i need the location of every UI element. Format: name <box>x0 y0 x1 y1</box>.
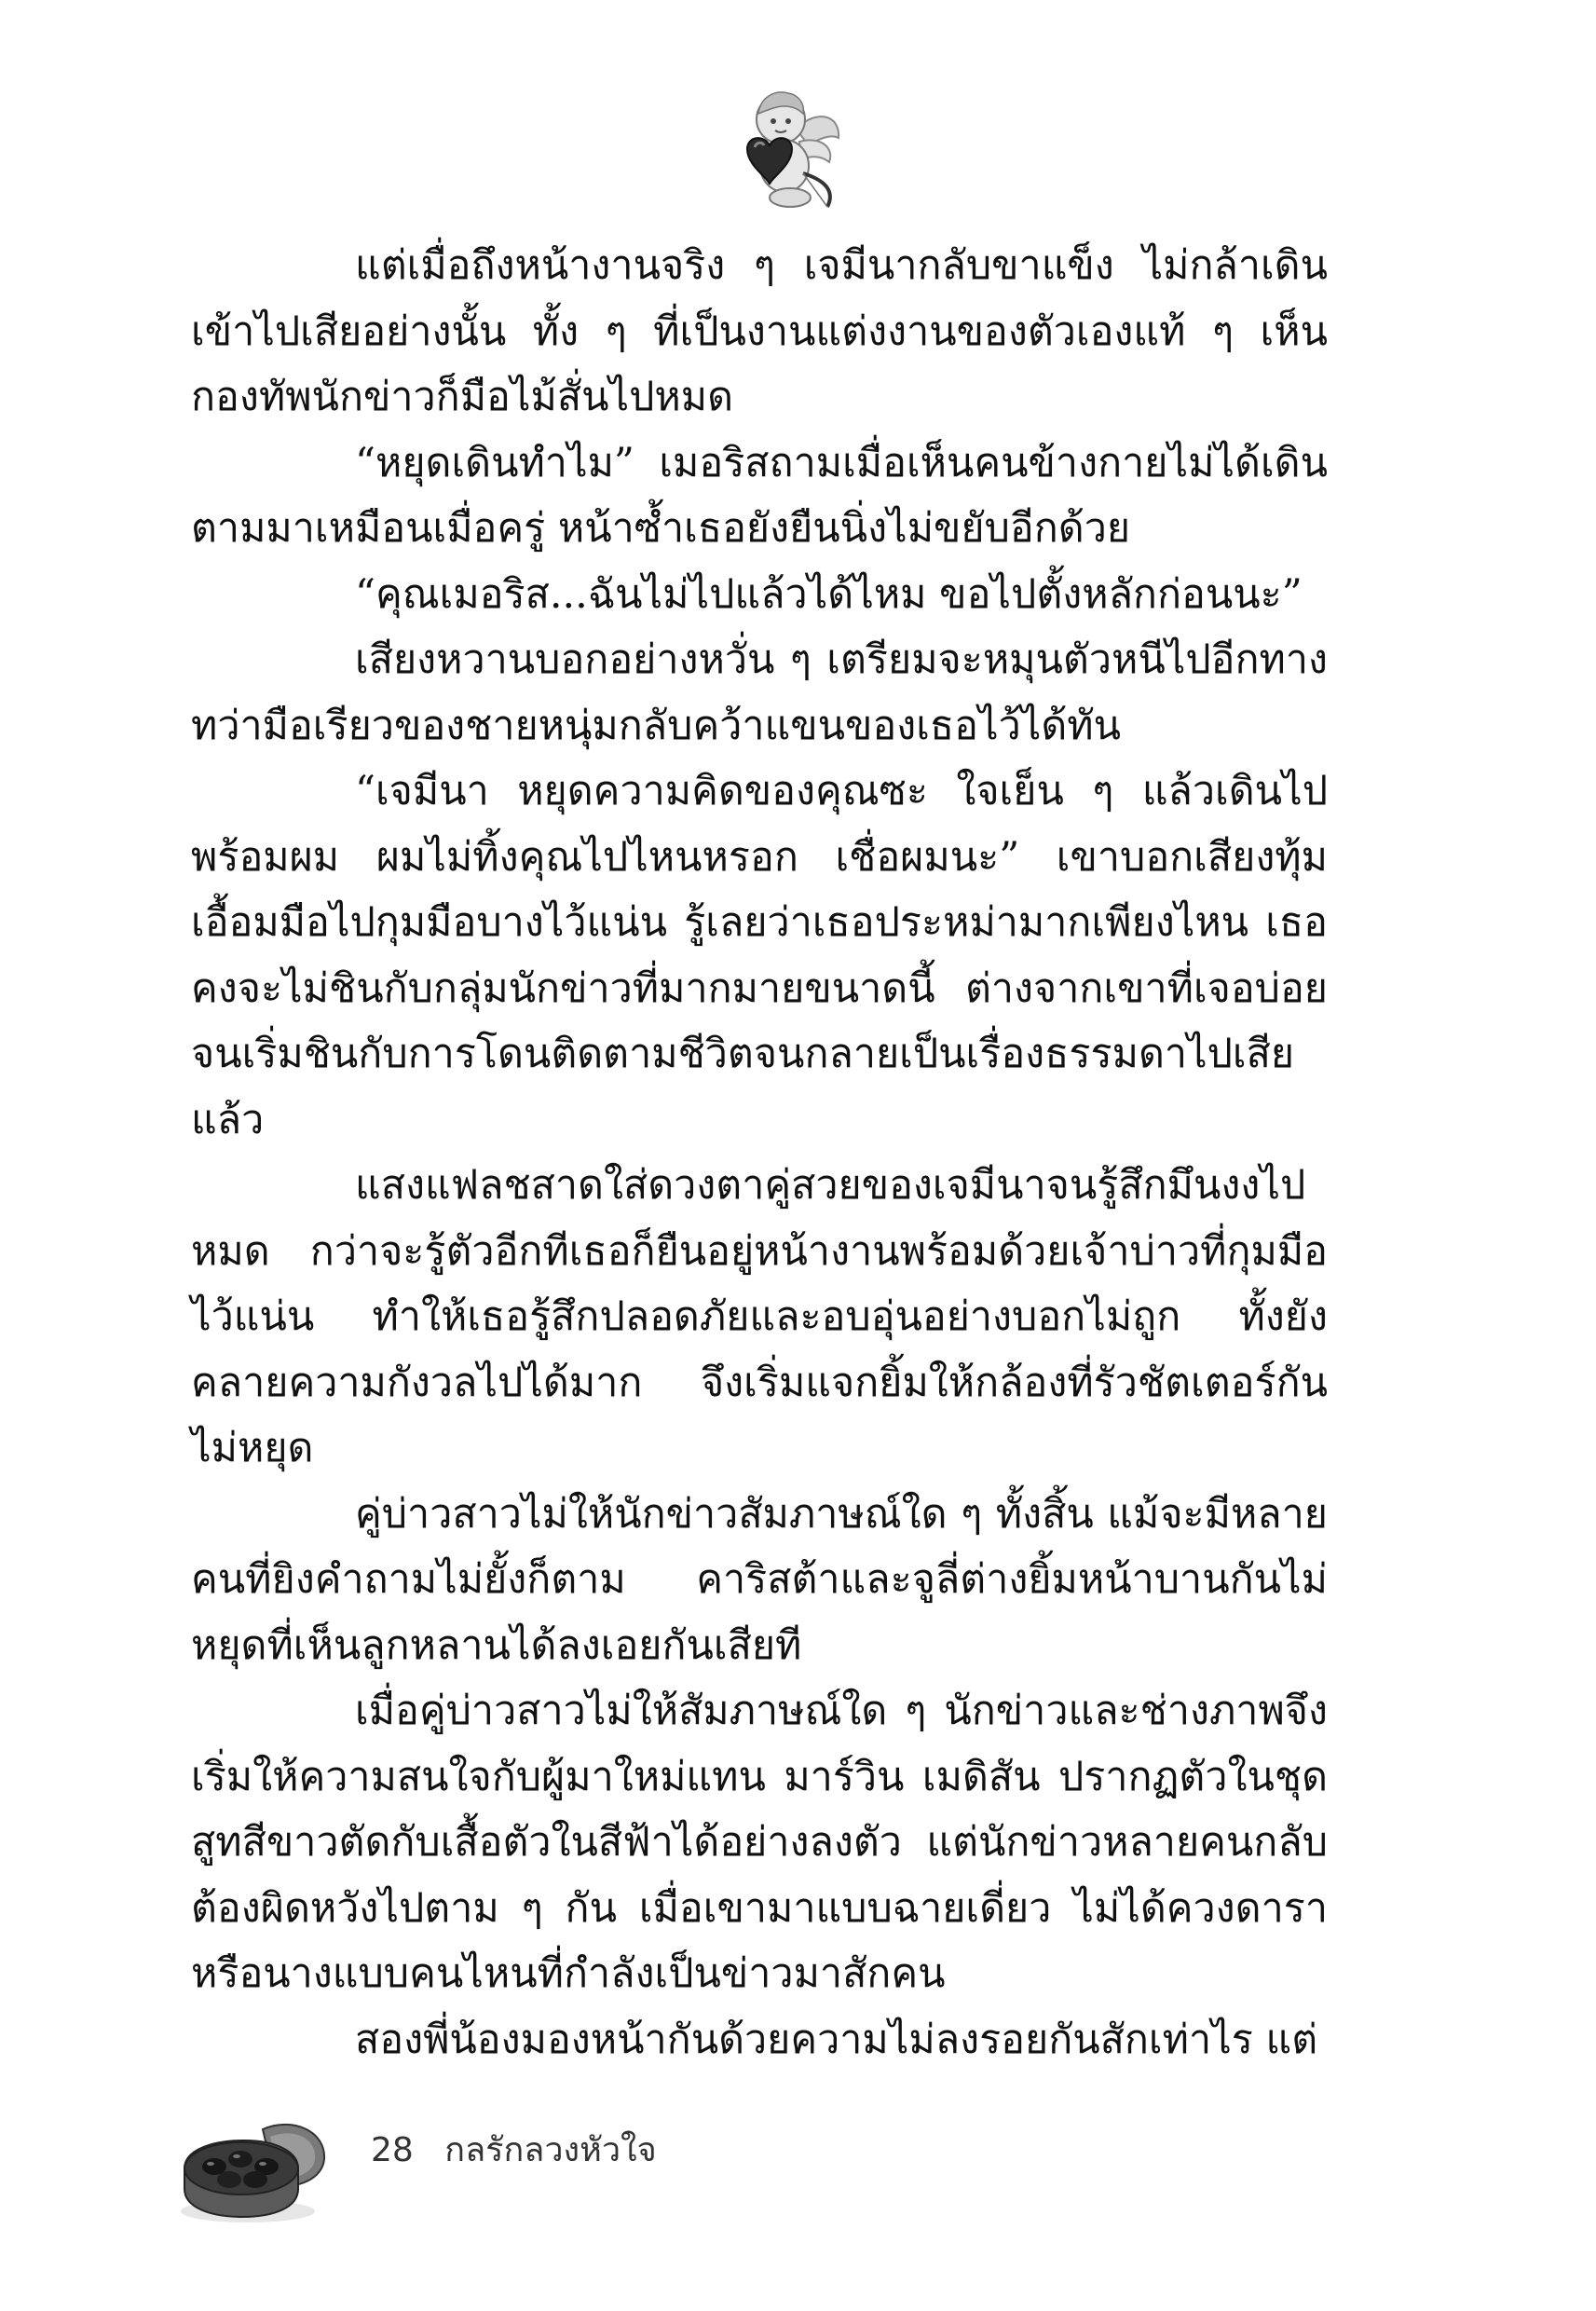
paragraph: “คุณเมอริส...ฉันไม่ไปแล้วได้ไหม ขอไปตั้งหลักก่อนนะ” <box>355 570 1303 618</box>
page-footer <box>371 2123 657 2176</box>
paragraph: “หยุดเดินทำไม” เมอริสถามเมื่อเห็นคนข้างกายไม่ได้เดินตามมาเหมือนเมื่อครู่ หน้าซ้ำเธอยังยืนนิ่งไม่ขยับอีกด้วย <box>191 439 1328 552</box>
chocolate-box-icon <box>173 2111 332 2227</box>
cupid-with-heart-icon <box>699 80 848 220</box>
paragraph: แสงแฟลชสาดใส่ดวงตาคู่สวยของเจมีนาจนรู้สึกมึนงงไปหมด กว่าจะรู้ตัวอีกทีเธอก็ยืนอยู่หน้างานพร้อมด้วยเจ้าบ่าวที่กุมมือไว้แน่น ทำให้เธอรู้สึกปลอดภัยและอบอุ่นอย่างบอกไม่ถูก ทั้งยังคลายความกังวลไปได้มาก จึงเริ่มแจกยิ้มให้กล้องที่รัวชัตเตอร์กันไม่หยุด <box>191 1162 1328 1471</box>
book-title: กลรักลวงหัวใจ <box>444 2131 657 2169</box>
page-number: 28 <box>371 2131 414 2169</box>
paragraph: เมื่อคู่บ่าวสาวไม่ให้สัมภาษณ์ใด ๆ นักข่าวและช่างภาพจึงเริ่มให้ความสนใจกับผู้มาใหม่แทน มาร์วิน เมดิสัน ปรากฏตัวในชุดสูทสีขาวตัดกับเสื้อตัวในสีฟ้าได้อย่างลงตัว แต่นักข่าวหลายคนกลับต้องผิดหวังไปตาม ๆ กัน เมื่อเขามาแบบฉายเดี่ยว ไม่ได้ควงดาราหรือนางแบบคนไหนที่กำลังเป็นข่าวมาสักคน <box>191 1688 1328 1997</box>
paragraph: “เจมีนา หยุดความคิดของคุณซะ ใจเย็น ๆ แล้วเดินไปพร้อมผม ผมไม่ทิ้งคุณไปไหนหรอก เชื่อผมนะ” เขาบอกเสียงทุ้ม เอื้อมมือไปกุมมือบางไว้แน่น รู้เลยว่าเธอประหม่ามากเพียงไหน เธอคงจะไม่ชินกับกลุ่มนักข่าวที่มากมายขนาดนี้ ต่างจากเขาที่เจอบ่อยจนเริ่มชินกับการโดนติดตามชีวิตจนกลายเป็นเรื่องธรรมดาไปเสียแล้ว <box>191 768 1328 1143</box>
paragraph: คู่บ่าวสาวไม่ให้นักข่าวสัมภาษณ์ใด ๆ ทั้งสิ้น แม้จะมีหลายคนที่ยิงคำถามไม่ยั้งก็ตาม คาริสต้าและจูลี่ต่างยิ้มหน้าบานกันไม่หยุดที่เห็นลูกหลานได้ลงเอยกันเสียที <box>191 1490 1328 1669</box>
body-text <box>191 233 1328 2072</box>
paragraph: แต่เมื่อถึงหน้างานจริง ๆ เจมีนากลับขาแข็ง ไม่กล้าเดินเข้าไปเสียอย่างนั้น ทั้ง ๆ ที่เป็นงานแต่งงานของตัวเองแท้ ๆ เห็นกองทัพนักข่าวก็มือไม้สั่นไปหมด <box>191 242 1328 420</box>
paragraph: เสียงหวานบอกอย่างหวั่น ๆ เตรียมจะหมุนตัวหนีไปอีกทางทว่ามือเรียวของชายหนุ่มกลับคว้าแขนของเธอไว้ได้ทัน <box>191 636 1328 749</box>
paragraph: สองพี่น้องมองหน้ากันด้วยความไม่ลงรอยกันสักเท่าไร แต่ <box>355 2016 1318 2063</box>
